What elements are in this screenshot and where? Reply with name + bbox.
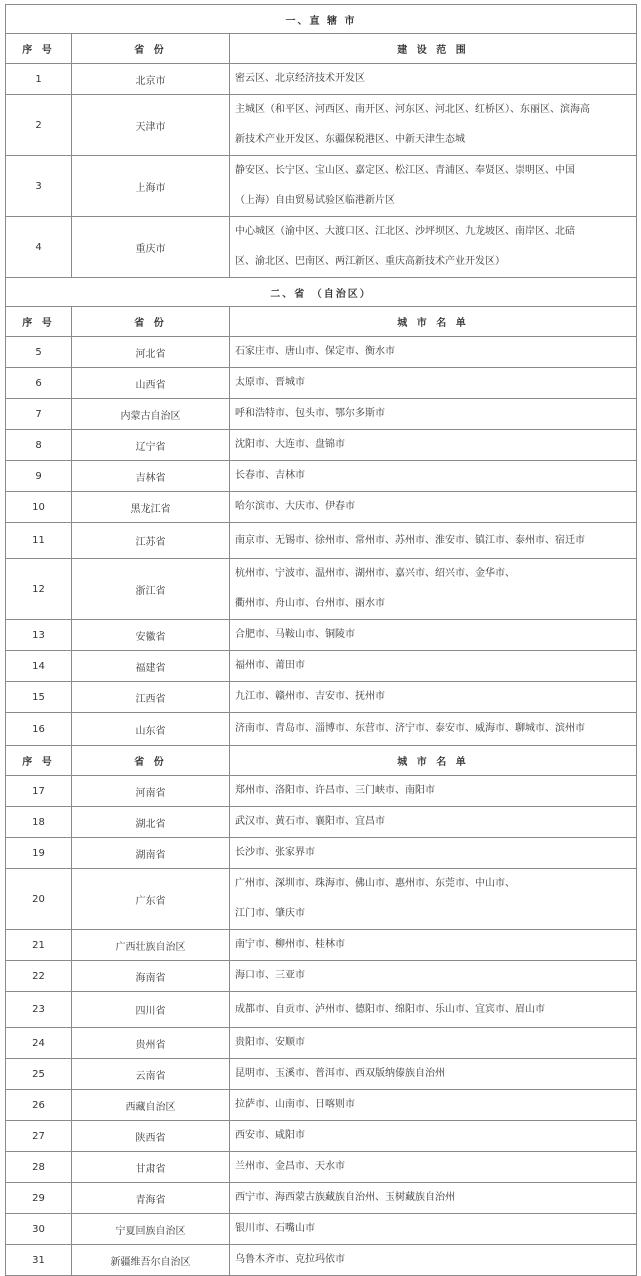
table-row [6,523,637,559]
city-list-line: 太原市、晋城市 [235,377,305,388]
header-row [6,307,637,337]
city-list-cell [230,1245,637,1276]
city-list-line: 成都市、自贡市、泸州市、德阳市、绵阳市、乐山市、宜宾市、眉山市 [235,1003,545,1015]
province-name: 甘肃省 [72,1152,230,1183]
city-list-line: 贵阳市、安顺市 [235,1037,305,1048]
city-list-line: 济南市、青岛市、淄博市、东营市、济宁市、泰安市、威海市、聊城市、滨州市 [235,723,585,734]
row-number: 3 [6,156,72,217]
row-number: 21 [6,930,72,961]
province-name: 内蒙古自治区 [72,399,230,430]
city-list-line: 武汉市、黄石市、襄阳市、宜昌市 [235,816,385,827]
city-list-cell [230,399,637,430]
city-list-line: 主城区（和平区、河西区、南开区、河东区、河北区、红桥区）、东丽区、滨海高 [235,104,590,115]
table-row [6,1152,637,1183]
row-number: 30 [6,1214,72,1245]
province-name: 四川省 [72,992,230,1028]
city-list-cell [230,1028,637,1059]
city-list-line: 九江市、赣州市、吉安市、抚州市 [235,691,385,702]
row-number: 16 [6,713,72,746]
table-row [6,399,637,430]
row-number: 28 [6,1152,72,1183]
header-province: 省 份 [72,307,230,337]
row-number: 17 [6,776,72,807]
city-list-cell [230,156,637,217]
row-number: 6 [6,368,72,399]
row-number: 14 [6,651,72,682]
city-list-cell [230,713,637,746]
city-list-cell [230,651,637,682]
city-list-cell [230,64,637,95]
table-row [6,1245,637,1276]
province-name: 贵州省 [72,1028,230,1059]
city-list-cell [230,461,637,492]
table-row [6,838,637,869]
section-title: 一、直 辖 市 [6,5,637,34]
table-row [6,807,637,838]
city-list-line: 福州市、莆田市 [235,660,305,671]
table-row [6,1090,637,1121]
province-name: 安徽省 [72,620,230,651]
table-row [6,776,637,807]
city-list-cell [230,838,637,869]
city-list-line: 郑州市、洛阳市、许昌市、三门峡市、南阳市 [235,785,435,796]
table-row [6,461,637,492]
city-list-cell [230,559,637,620]
table-row [6,64,637,95]
city-list-cell [230,1214,637,1245]
city-list-line: 兰州市、金昌市、天水市 [235,1161,345,1172]
row-number: 22 [6,961,72,992]
city-list-line: 区、渝北区、巴南区、两江新区、重庆高新技术产业开发区） [235,256,505,267]
row-number: 27 [6,1121,72,1152]
table-row [6,1059,637,1090]
row-number: 10 [6,492,72,523]
city-list-line: 江门市、肇庆市 [235,908,305,919]
province-name: 山东省 [72,713,230,746]
city-list-line: 密云区、北京经济技术开发区 [235,73,365,84]
table-row [6,1183,637,1214]
city-list-line: 杭州市、宁波市、温州市、湖州市、嘉兴市、绍兴市、金华市、 [235,568,515,579]
city-list-line: 乌鲁木齐市、克拉玛依市 [235,1254,345,1265]
city-list-cell [230,961,637,992]
province-name: 海南省 [72,961,230,992]
province-name: 吉林省 [72,461,230,492]
row-number: 11 [6,523,72,559]
city-list-cell [230,869,637,930]
city-list-line: 广州市、深圳市、珠海市、佛山市、惠州市、东莞市、中山市、 [235,878,515,889]
city-list-line: 昆明市、玉溪市、普洱市、西双版纳傣族自治州 [235,1068,445,1079]
table-row [6,651,637,682]
province-name: 黑龙江省 [72,492,230,523]
row-number: 12 [6,559,72,620]
city-list-line: 合肥市、马鞍山市、铜陵市 [235,629,355,640]
city-list-line: 南京市、无锡市、徐州市、常州市、苏州市、淮安市、镇江市、泰州市、宿迁市 [235,534,585,546]
province-name: 福建省 [72,651,230,682]
row-number: 31 [6,1245,72,1276]
city-list-line: 银川市、石嘴山市 [235,1223,315,1234]
row-number: 2 [6,95,72,156]
province-name: 湖南省 [72,838,230,869]
section-title-row [6,278,637,307]
city-list-line: 南宁市、柳州市、桂林市 [235,939,345,950]
table-row [6,95,637,156]
header-row [6,746,637,776]
row-number: 26 [6,1090,72,1121]
city-list-table [5,4,637,1276]
province-name: 西藏自治区 [72,1090,230,1121]
table-row [6,869,637,930]
table-row [6,930,637,961]
city-list-line: 长春市、吉林市 [235,470,305,481]
table-row [6,492,637,523]
province-name: 陕西省 [72,1121,230,1152]
table-row [6,1121,637,1152]
city-list-line: 海口市、三亚市 [235,970,305,981]
province-name: 重庆市 [72,217,230,278]
header-scope: 城 市 名 单 [230,746,637,776]
province-name: 广西壮族自治区 [72,930,230,961]
city-list-cell [230,776,637,807]
row-number: 13 [6,620,72,651]
city-list-cell [230,337,637,368]
table-row [6,682,637,713]
header-scope: 建 设 范 围 [230,34,637,64]
city-list-line: 西安市、咸阳市 [235,1130,305,1141]
row-number: 9 [6,461,72,492]
header-number: 序 号 [6,746,72,776]
province-name: 广东省 [72,869,230,930]
row-number: 23 [6,992,72,1028]
row-number: 25 [6,1059,72,1090]
province-name: 浙江省 [72,559,230,620]
row-number: 18 [6,807,72,838]
row-number: 15 [6,682,72,713]
city-list-line: 中心城区（渝中区、大渡口区、江北区、沙坪坝区、九龙坡区、南岸区、北碚 [235,226,575,237]
province-name: 辽宁省 [72,430,230,461]
section-title: 二、省 （自治区） [6,278,637,307]
table-row [6,430,637,461]
header-row [6,34,637,64]
city-list-cell [230,620,637,651]
province-name: 湖北省 [72,807,230,838]
province-name: 河南省 [72,776,230,807]
row-number: 29 [6,1183,72,1214]
city-list-cell [230,1059,637,1090]
city-list-cell [230,492,637,523]
table-row [6,368,637,399]
city-list-cell [230,523,637,559]
row-number: 7 [6,399,72,430]
city-list-cell [230,95,637,156]
table-row [6,1214,637,1245]
row-number: 8 [6,430,72,461]
city-list-cell [230,992,637,1028]
header-number: 序 号 [6,307,72,337]
header-scope: 城 市 名 单 [230,307,637,337]
header-province: 省 份 [72,34,230,64]
row-number: 20 [6,869,72,930]
city-list-line: （上海）自由贸易试验区临港新片区 [235,195,395,206]
province-name: 天津市 [72,95,230,156]
city-list-cell [230,430,637,461]
city-list-cell [230,368,637,399]
header-number: 序 号 [6,34,72,64]
province-name: 河北省 [72,337,230,368]
table-row [6,559,637,620]
table-row [6,1028,637,1059]
city-list-line: 呼和浩特市、包头市、鄂尔多斯市 [235,408,385,419]
province-name: 山西省 [72,368,230,399]
row-number: 5 [6,337,72,368]
city-list-cell [230,807,637,838]
province-name: 北京市 [72,64,230,95]
city-list-line: 石家庄市、唐山市、保定市、衡水市 [235,346,395,357]
row-number: 1 [6,64,72,95]
table-row [6,992,637,1028]
province-name: 云南省 [72,1059,230,1090]
province-name: 江西省 [72,682,230,713]
province-name: 青海省 [72,1183,230,1214]
city-list-line: 静安区、长宁区、宝山区、嘉定区、松江区、青浦区、奉贤区、崇明区、中国 [235,165,575,176]
province-name: 宁夏回族自治区 [72,1214,230,1245]
province-name: 新疆维吾尔自治区 [72,1245,230,1276]
city-list-line: 新技术产业开发区、东疆保税港区、中新天津生态城 [235,134,465,145]
section-title-row [6,5,637,34]
city-list-cell [230,1090,637,1121]
table-row [6,713,637,746]
row-number: 19 [6,838,72,869]
city-list-cell [230,682,637,713]
table-row [6,217,637,278]
city-list-cell [230,1183,637,1214]
table-row [6,961,637,992]
city-list-line: 西宁市、海西蒙古族藏族自治州、玉树藏族自治州 [235,1192,455,1203]
table-row [6,156,637,217]
table-body [6,5,637,1276]
city-list-line: 衢州市、舟山市、台州市、丽水市 [235,598,385,609]
city-list-line: 哈尔滨市、大庆市、伊春市 [235,501,355,512]
province-name: 江苏省 [72,523,230,559]
row-number: 4 [6,217,72,278]
city-list-cell [230,217,637,278]
city-list-line: 沈阳市、大连市、盘锦市 [235,439,345,450]
city-list-cell [230,1152,637,1183]
row-number: 24 [6,1028,72,1059]
table-row [6,337,637,368]
table-row [6,620,637,651]
city-list-cell [230,930,637,961]
city-list-line: 长沙市、张家界市 [235,847,315,858]
city-list-cell [230,1121,637,1152]
province-name: 上海市 [72,156,230,217]
city-list-line: 拉萨市、山南市、日喀则市 [235,1099,355,1110]
header-province: 省 份 [72,746,230,776]
